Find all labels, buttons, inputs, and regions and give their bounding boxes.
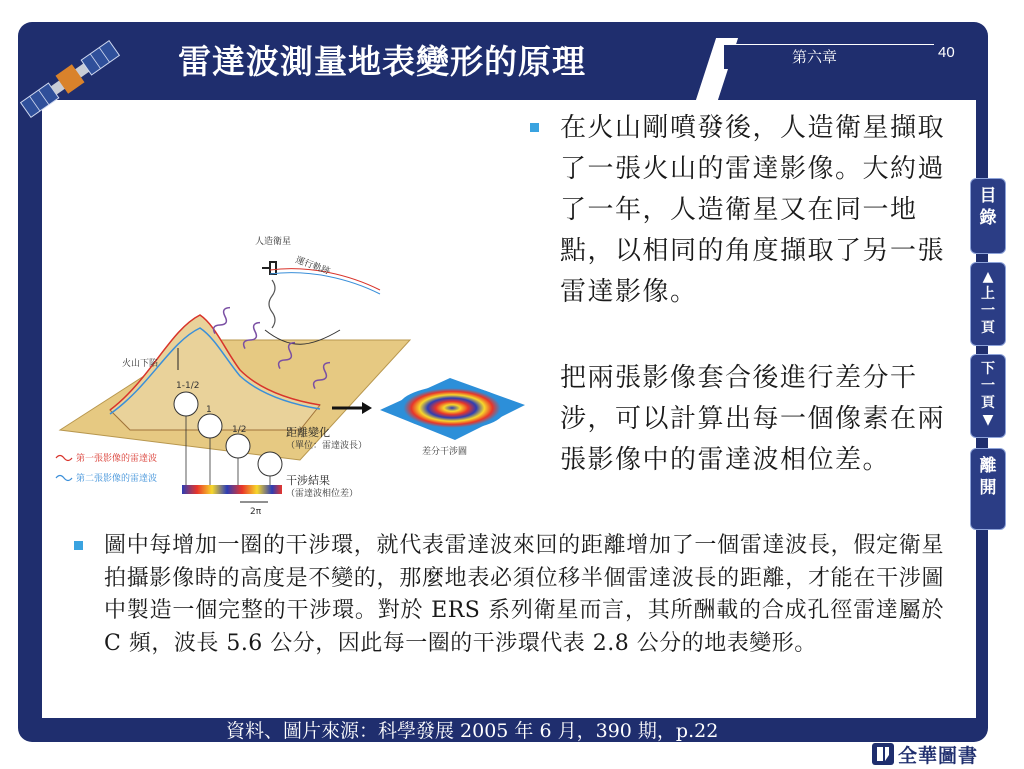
phase-circle-3 [226, 434, 250, 458]
label-frac-2: 1 [206, 405, 212, 415]
label-satellite: 人造衛星 [255, 237, 292, 247]
bullet-marker [530, 123, 539, 132]
label-result: 干涉結果 [286, 474, 330, 487]
legend-second-wave: 第二張影像的雷達波 [76, 474, 158, 484]
nav-contents-button[interactable] [970, 178, 1006, 254]
signal-wave [269, 280, 275, 328]
chapter-label: 第六章 [792, 48, 838, 66]
label-frac-1: 1-1/2 [176, 381, 200, 391]
label-orbit: 運行軌跡 [293, 255, 332, 278]
nav-prev-button[interactable] [970, 262, 1006, 346]
phase-circle-4 [258, 452, 282, 476]
radar-interferometry-diagram [50, 230, 540, 520]
label-interferogram: 差分干涉圖 [422, 447, 468, 457]
legend-first-wave: 第一張影像的雷達波 [76, 454, 158, 464]
nav-prev-label: ▲ 上 一 頁 [981, 269, 995, 336]
paragraph-capture: 在火山剛噴發後，人造衛星擷取了一張火山的雷達影像。大約過了一年，人造衛星又在同一地點，以相同的角度擷取了另一張雷達影像。 [560, 113, 946, 307]
phase-circle-1 [174, 392, 198, 416]
source-footer: 資料、圖片來源：科學發展 2005 年 6 月，390 期，p.22 [226, 720, 719, 742]
nav-next-button[interactable] [970, 354, 1006, 438]
nav-exit-button[interactable] [970, 448, 1006, 530]
page-number: 40 [938, 44, 955, 61]
logo-mark-icon [872, 743, 894, 765]
label-distance-change: 距離變化 [286, 426, 330, 439]
label-frac-3: 1/2 [232, 425, 247, 435]
satellite-symbol [262, 262, 276, 274]
label-distance-unit: （單位：雷達波長） [286, 441, 368, 451]
interferogram-rings [398, 386, 506, 430]
satellite-icon [10, 24, 130, 134]
label-result-unit: （雷達波相位差） [286, 489, 359, 499]
paragraph-explanation: 圖中每增加一圈的干涉環，就代表雷達波來回的距離增加了一個雷達波長，假定衛星拍攝影像時的高度是不變的，那麼地表必須位移半個雷達波長的距離，才能在干涉圖中製造一個完整的干涉環。對於 ERS 系列衛星而言，其所酬載的合成孔徑雷達屬於 C 頻，波長 5.6 公分，因此每一圈的干涉環代表 2.8 公分的地表變形。 [104, 533, 944, 656]
label-two-pi: 2π [250, 507, 262, 517]
logo-text: 全華圖書 [898, 744, 979, 767]
publisher-logo [872, 742, 978, 766]
nav-next-label: 下 一 頁 ▼ [981, 361, 995, 428]
nav-exit-label: 離 開 [979, 456, 997, 498]
bullet-marker-bottom [74, 541, 83, 550]
page-title: 雷達波測量地表變形的原理 [178, 42, 586, 81]
phase-circle-2 [198, 414, 222, 438]
nav-contents-label: 目 錄 [979, 186, 997, 228]
phase-color-bar [182, 485, 282, 494]
label-volcano: 火山下陷 [122, 359, 159, 369]
paragraph-interference: 把兩張影像套合後進行差分干涉，可以計算出每一個像素在兩張影像中的雷達波相位差。 [560, 363, 946, 475]
